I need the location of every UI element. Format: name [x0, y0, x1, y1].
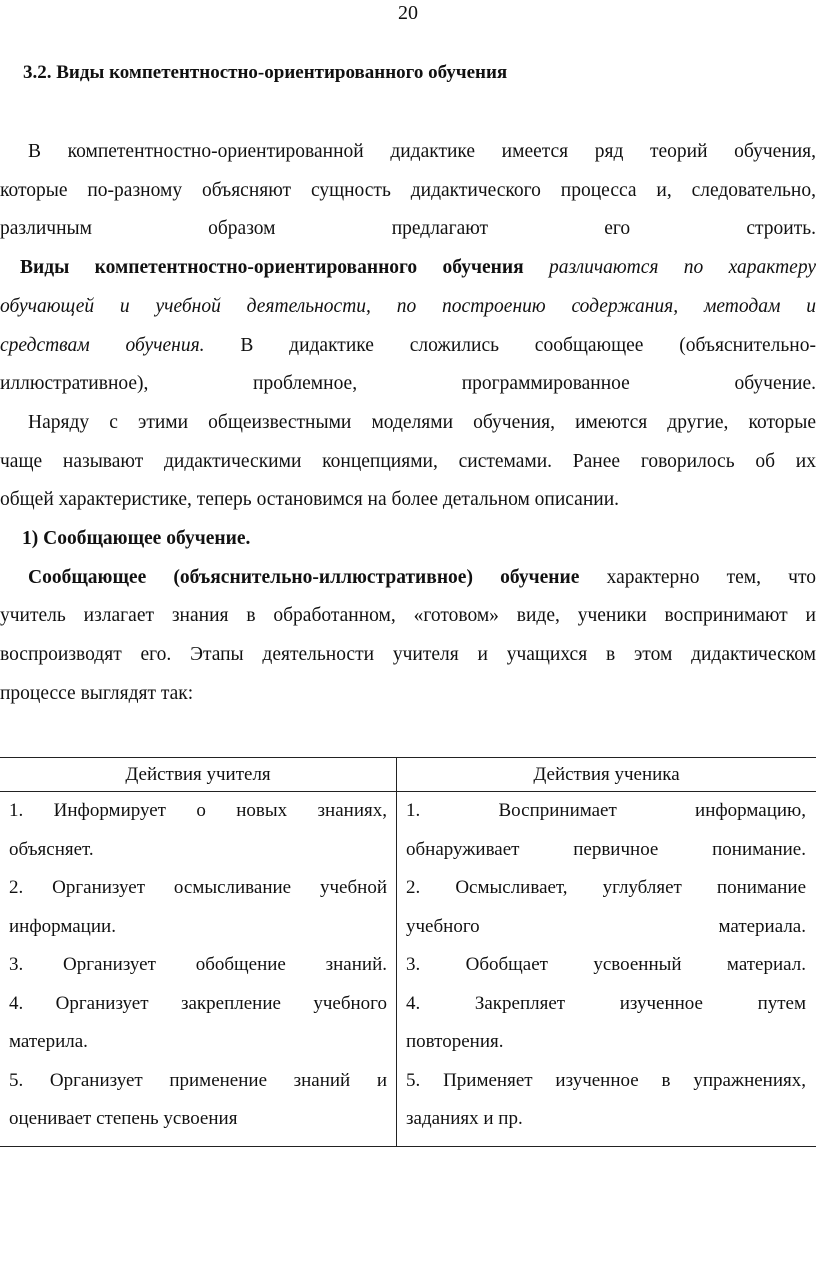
paragraph-2-italic-2: обучающей и учебной деятельности, по построению содержания, методам и [0, 295, 816, 317]
student-action-line: 2. Осмысливает, углубляет понимание [406, 877, 806, 898]
teacher-action-line: 5. Организует применение знаний и [9, 1069, 387, 1091]
teacher-action-line: оценивает степень усвоения [9, 1108, 238, 1129]
teacher-action-line: материла. [9, 1031, 88, 1052]
teacher-action-line: 3. Организует обобщение знаний. [9, 954, 387, 975]
student-action-line: обнаруживает первичное понимание. [406, 838, 806, 860]
student-action-line: 4. Закрепляет изученное путем [406, 992, 806, 1014]
paragraph-3-line-2: чаще называют дидактическими концепциями, системами. Ранее говорилось об их [0, 450, 816, 472]
paragraph-4-line-3: воспроизводят его. Этапы деятельности учителя и учащихся в этом дидактическом [0, 644, 816, 666]
paragraph-2-rest-3: В дидактике сложились сообщающее (объяснительно- [240, 334, 816, 356]
paragraph-3-line-1: Наряду с этими общеизвестными моделями обучения, имеются другие, которые [28, 411, 816, 433]
paragraph-1-line-3: различным образом предлагают его строить. [0, 218, 816, 240]
paragraph-4-rest-1: характерно тем, что [606, 566, 816, 588]
paragraph-1-line-1: В компетентностно-ориентированной дидактике имеется ряд теорий обучения, [28, 141, 816, 162]
actions-table [0, 757, 816, 1147]
table-column-divider [396, 758, 397, 1146]
paragraph-2-italic-3: средствам обучения. [0, 334, 205, 356]
paragraph-3-line-3: общей характеристике, теперь остановимся на более детальном описании. [0, 489, 620, 511]
teacher-action-line: информации. [9, 915, 116, 937]
paragraph-2-line-2 [0, 288, 816, 327]
paragraph-4-line-2: учитель излагает знания в обработанном, «готовом» виде, ученики воспринимают и [0, 605, 816, 627]
teacher-action-line: объясняет. [9, 838, 94, 860]
paragraph-4-line-1 [0, 559, 816, 598]
paragraph-2-line-4: иллюстративное), проблемное, программированное обучение. [0, 373, 816, 395]
paragraph-2-italic-1: различаются по характеру [548, 257, 816, 279]
paragraph-2-bold-term: Виды компетентностно-ориентированного обучения [20, 257, 524, 279]
paragraph-1-line-2: которые по-разному объясняют сущность дидактического процесса и, следовательно, [0, 179, 816, 201]
student-action-line: повторения. [406, 1031, 504, 1052]
student-action-line: заданиях и пр. [406, 1108, 523, 1129]
page-number: 20 [398, 2, 418, 24]
body-text [0, 133, 816, 714]
teacher-action-line: 2. Организует осмысливание учебной [9, 877, 387, 898]
student-column-header: Действия ученика [533, 764, 680, 785]
student-action-line: 3. Обобщает усвоенный материал. [406, 954, 806, 975]
teacher-actions-cell [9, 792, 387, 1139]
paragraph-2-line-3 [0, 327, 816, 366]
student-actions-cell [406, 792, 806, 1139]
subheading: 1) Сообщающее обучение. [22, 528, 251, 550]
section-heading: 3.2. Виды компетентностно-ориентированного обучения [23, 62, 508, 83]
paragraph-2-line-1 [0, 249, 816, 288]
student-action-line: учебного материала. [406, 915, 806, 937]
paragraph-4-line-4: процессе выглядят так: [0, 682, 194, 704]
student-action-line: 1. Воспринимает информацию, [406, 800, 806, 821]
teacher-column-header: Действия учителя [125, 764, 271, 785]
student-action-line: 5. Применяет изученное в упражнениях, [406, 1069, 806, 1091]
teacher-action-line: 1. Информирует о новых знаниях, [9, 800, 387, 821]
teacher-action-line: 4. Организует закрепление учебного [9, 992, 387, 1014]
paragraph-4-bold-term: Сообщающее (объяснительно-иллюстративное) обучение [28, 566, 580, 588]
